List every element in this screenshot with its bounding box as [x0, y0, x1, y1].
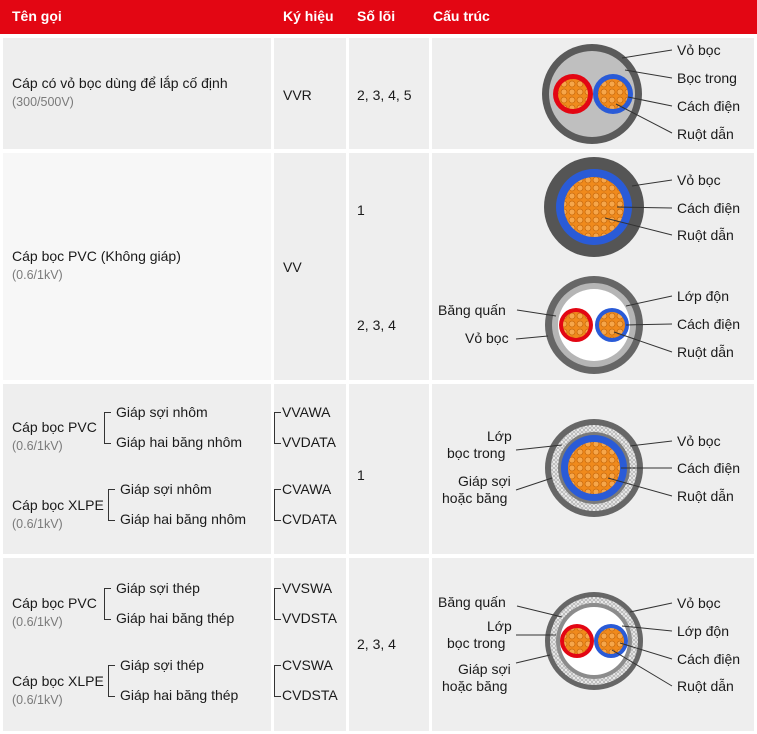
row3-label-sheath: Vỏ bọc — [677, 433, 721, 449]
header-name: Tên gọi — [12, 8, 62, 24]
row1-label-insulation: Cách điện — [677, 98, 741, 114]
row3-xlpe-code2: CVDATA — [282, 511, 337, 527]
row4-pvc-code2: VVDSTA — [282, 610, 337, 626]
row4-xlpe-name: Cáp bọc XLPE — [12, 673, 104, 689]
row2-multi-core-diagram — [438, 276, 740, 374]
row4-label-filler: Lớp độn — [677, 623, 730, 639]
row2b-label-tape: Băng quấn — [438, 302, 506, 318]
row4-label-tape: Băng quấn — [438, 594, 506, 610]
row3-xlpe-opt1: Giáp sợi nhôm — [120, 481, 212, 497]
row4-pvc-code1: VVSWA — [282, 580, 333, 596]
row2a-label-insulation: Cách điện — [677, 200, 741, 216]
row3-pvc-code1: VVAWA — [282, 404, 331, 420]
row4-xlpe-code1: CVSWA — [282, 657, 333, 673]
row1-name: Cáp có vỏ bọc dùng để lắp cố định — [12, 75, 228, 91]
row2b-label-conductor: Ruột dẫn — [677, 344, 734, 360]
header-structure: Cấu trúc — [433, 8, 490, 24]
row4-label-conductor: Ruột dẫn — [677, 678, 734, 694]
row3-pvc-code2: VVDATA — [282, 434, 336, 450]
row3-label-inner: bọc trong — [447, 445, 506, 461]
header-cores: Số lõi — [357, 8, 396, 24]
row4-pvc-name: Cáp bọc PVC — [12, 595, 97, 611]
row3-pvc-opt2: Giáp hai băng nhôm — [116, 434, 243, 450]
row2b-label-insulation: Cách điện — [677, 316, 741, 332]
row2-name: Cáp bọc PVC (Không giáp) — [12, 248, 181, 264]
row4-pvc-rating: (0.6/1kV) — [12, 615, 63, 629]
row4-xlpe-opt1: Giáp sợi thép — [120, 657, 204, 673]
row4-xlpe-rating: (0.6/1kV) — [12, 693, 63, 707]
row4-label-inner: bọc trong — [447, 635, 506, 651]
row3-cores: 1 — [357, 467, 365, 483]
row2-single-core-diagram — [544, 157, 740, 257]
row1-label-sheath: Vỏ bọc — [677, 42, 721, 58]
row2a-label-conductor: Ruột dẫn — [677, 227, 734, 243]
row2-code: VV — [283, 259, 302, 275]
row4-xlpe-opt2: Giáp hai băng thép — [120, 687, 239, 703]
row1-code: VVR — [283, 87, 312, 103]
row3-label-armour: Giáp sợi — [458, 473, 511, 489]
row3-armoured-single-diagram — [442, 419, 740, 517]
header-code: Ký hiệu — [283, 8, 334, 24]
row4-pvc-opt1: Giáp sợi thép — [116, 580, 200, 596]
row4-xlpe-code2: CVDSTA — [282, 687, 338, 703]
row2-cores-multi: 2, 3, 4 — [357, 317, 396, 333]
row1-cable-diagram — [542, 42, 740, 144]
row4-cores: 2, 3, 4 — [357, 636, 396, 652]
row1-rating: (300/500V) — [12, 95, 74, 109]
row3-xlpe-code1: CVAWA — [282, 481, 332, 497]
row3-xlpe-rating: (0.6/1kV) — [12, 517, 63, 531]
row1-label-conductor: Ruột dẫn — [677, 126, 734, 142]
row1-label-inner: Bọc trong — [677, 70, 737, 86]
row3-pvc-opt1: Giáp sợi nhôm — [116, 404, 208, 420]
row3-pvc-name: Cáp bọc PVC — [12, 419, 97, 435]
row3-xlpe-opt2: Giáp hai băng nhôm — [120, 511, 247, 527]
row2a-label-sheath: Vỏ bọc — [677, 172, 721, 188]
row2b-label-filler: Lớp độn — [677, 288, 730, 304]
row2-rating: (0.6/1kV) — [12, 268, 63, 282]
row4-label-insulation: Cách điện — [677, 651, 741, 667]
row3-label-conductor: Ruột dẫn — [677, 488, 734, 504]
row4-label-layer: Lớp — [487, 618, 512, 634]
row4-label-armour2: hoặc băng — [442, 678, 508, 694]
row2b-label-sheath: Vỏ bọc — [465, 330, 509, 346]
row4-pvc-opt2: Giáp hai băng thép — [116, 610, 235, 626]
row2-cores-single: 1 — [357, 202, 365, 218]
row4-label-armour: Giáp sợi — [458, 661, 511, 677]
row3-pvc-rating: (0.6/1kV) — [12, 439, 63, 453]
row3-label-armour2: hoặc băng — [442, 490, 508, 506]
row4-label-sheath: Vỏ bọc — [677, 595, 721, 611]
row4-armoured-multi-diagram — [438, 592, 740, 694]
row3-label-layer: Lớp — [487, 428, 512, 444]
row1-cores: 2, 3, 4, 5 — [357, 87, 412, 103]
row3-xlpe-name: Cáp bọc XLPE — [12, 497, 104, 513]
row3-label-insulation: Cách điện — [677, 460, 741, 476]
